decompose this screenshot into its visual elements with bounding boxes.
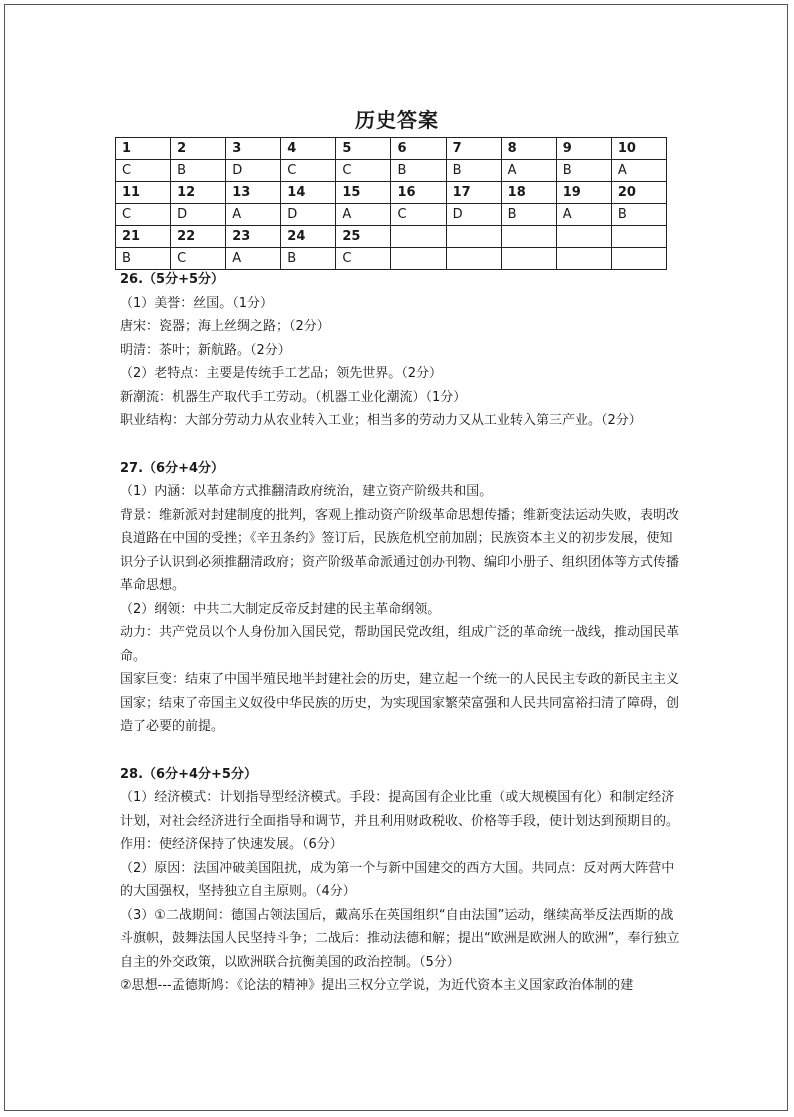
answer-cell: B [391,160,446,182]
answer-cell: D [281,204,336,226]
answer-cell: C [336,160,391,182]
question-28-line: （2）原因：法国冲破美国阻扰，成为第一个与新中国建交的西方大国。共同点：反对两大阵营中的大国强权，坚持独立自主原则。（4分） [120,860,675,899]
question-number-cell: 21 [116,226,171,248]
answer-cell: C [116,160,171,182]
question-number-cell: 13 [226,182,281,204]
question-27-line: 背景：维新派对封建制度的批判，客观上推动资产阶级革命思想传播；维新变法运动失败，表明改良道路在中国的受挫；《辛丑条约》签订后，民族危机空前加剧；民族资本主义的初步发展，使知识分子认识到必须推翻清政府；资产阶级革命派通过创办刊物、编印小册子、组织团体等方式传播革命思想。 [120,507,680,593]
answer-cell: A [336,204,391,226]
question-number-row [116,226,667,248]
question-number-cell: 8 [501,138,556,160]
question-number-cell [446,226,501,248]
question-26-line: （1）美誉：丝国。（1分） [120,295,274,311]
answer-cell: A [501,160,556,182]
answer-cell: C [171,248,226,270]
answer-cell: B [116,248,171,270]
question-number-cell [611,226,666,248]
answer-cell: D [446,204,501,226]
answer-cell [501,248,556,270]
answer-cell [556,248,611,270]
question-number-cell: 25 [336,226,391,248]
answer-cell [391,248,446,270]
question-26-line: 唐宋：瓷器；海上丝绸之路；（2分） [120,319,330,334]
answer-cell: B [556,160,611,182]
question-number-cell [391,226,446,248]
question-number-cell: 9 [556,138,611,160]
question-number-cell: 20 [611,182,666,204]
question-number-cell: 12 [171,182,226,204]
question-number-cell: 4 [281,138,336,160]
answer-cell: D [226,160,281,182]
question-number-cell: 24 [281,226,336,248]
answer-cell: C [116,204,171,226]
question-number-cell [501,226,556,248]
question-number-cell: 18 [501,182,556,204]
answer-cell: A [556,204,611,226]
question-26-heading: 26.（5分+5分） [120,272,225,287]
question-27-line: （1）内涵：以革命方式推翻清政府统治，建立资产阶级共和国。 [120,484,493,499]
question-number-cell: 15 [336,182,391,204]
question-number-cell [556,226,611,248]
question-26-line: 新潮流：机器生产取代手工劳动。（机器工业化潮流）（1分） [120,389,467,405]
answer-cell: C [336,248,391,270]
question-28-line: （3）①二战期间：德国占领法国后，戴高乐在英国组织“自由法国”运动，继续高举反法西斯的战斗旗帜，鼓舞法国人民坚持斗争；二战后：推动法德和解；提出“欧洲是欧洲人的欧洲”，奉行独立自主的外交政策，以欧洲联合抗衡美国的政治控制。（5分） [120,907,680,970]
question-26-line: 职业结构：大部分劳动力从农业转入工业；相当多的劳动力又从工业转入第三产业。（2分） [120,413,642,428]
answer-cell: C [281,160,336,182]
question-number-cell: 19 [556,182,611,204]
question-28-heading: 28.（6分+4分+5分） [120,766,257,782]
answer-row [116,204,667,226]
answer-cell: C [391,204,446,226]
answer-row [116,248,667,270]
question-number-cell: 1 [116,138,171,160]
question-number-cell: 6 [391,138,446,160]
answer-content [120,268,680,998]
question-27-heading: 27.（6分+4分） [120,460,225,476]
answer-table [115,137,667,270]
answer-cell: A [226,204,281,226]
question-number-cell: 14 [281,182,336,204]
answer-cell: A [226,248,281,270]
answer-cell [446,248,501,270]
answer-cell: D [171,204,226,226]
question-27-line: 国家巨变：结束了中国半殖民地半封建社会的历史，建立起一个统一的人民民主专政的新民主主义国家；结束了帝国主义奴役中华民族的历史，为实现国家繁荣富强和人民共同富裕扫清了障碍，创造了必要的前提。 [120,672,680,734]
question-28-line: （1）经济模式：计划指导型经济模式。手段：提高国有企业比重（或大规模国有化）和制定经济计划，对社会经济进行全面指导和调节，并且利用财政税收、价格等手段，使计划达到预期目的。作用：使经济保持了快速发展。（6分） [120,790,680,852]
answer-row [116,160,667,182]
question-number-cell: 11 [116,182,171,204]
answer-cell: B [281,248,336,270]
question-number-cell: 10 [611,138,666,160]
answer-cell: B [171,160,226,182]
question-number-cell: 23 [226,226,281,248]
question-28-line: ②思想---孟德斯鸠：《论法的精神》提出三权分立学说，为近代资本主义国家政治体制的建 [120,978,634,993]
question-number-row [116,182,667,204]
question-number-cell: 7 [446,138,501,160]
question-number-row [116,138,667,160]
question-number-cell: 3 [226,138,281,160]
page-title: 历史答案 [355,108,439,132]
question-number-cell: 16 [391,182,446,204]
answer-cell [611,248,666,270]
answer-cell: B [611,204,666,226]
answer-cell: B [501,204,556,226]
answer-cell: A [611,160,666,182]
question-26-line: （2）老特点：主要是传统手工艺品；领先世界。（2分） [120,366,443,381]
answer-cell: B [446,160,501,182]
question-26-line: 明清：茶叶；新航路。（2分） [120,342,291,358]
question-number-cell: 22 [171,226,226,248]
question-27-line: （2）纲领：中共二大制定反帝反封建的民主革命纲领。 [120,601,441,617]
question-number-cell: 5 [336,138,391,160]
question-number-cell: 2 [171,138,226,160]
question-27-line: 动力：共产党员以个人身份加入国民党，帮助国民党改组，组成广泛的革命统一战线，推动国民革命。 [120,625,680,664]
question-number-cell: 17 [446,182,501,204]
